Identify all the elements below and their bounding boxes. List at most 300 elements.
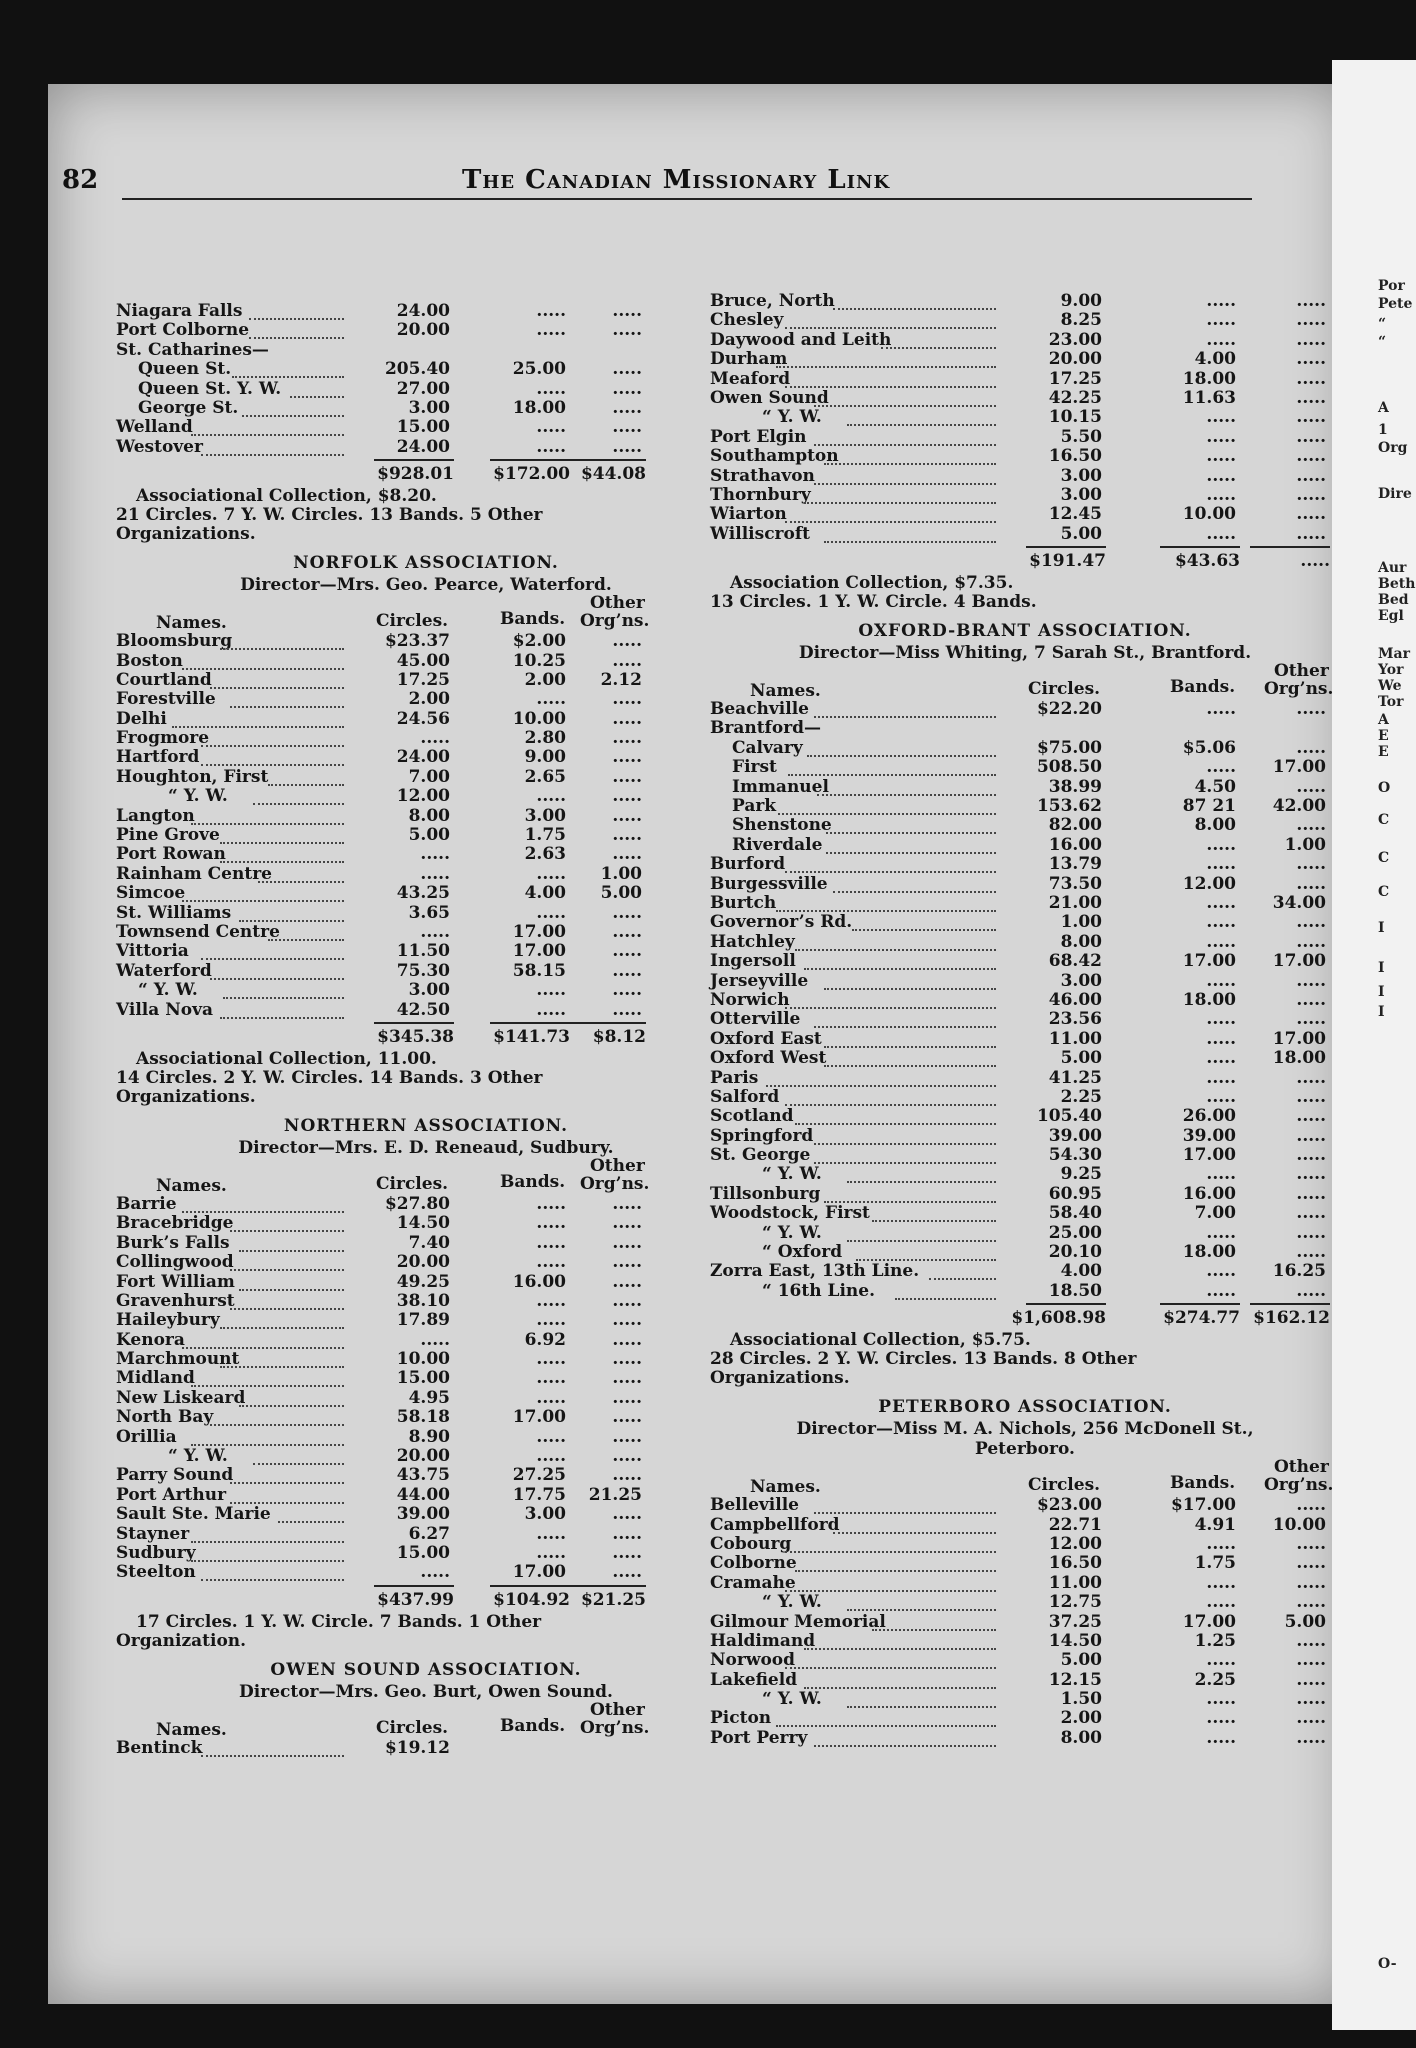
circles-value: 4.95	[408, 1387, 450, 1408]
row-name: “ Y. W.	[762, 407, 822, 428]
adjacent-page-fragment: I	[1378, 1004, 1385, 1020]
bands-value: 2.25	[1194, 1669, 1236, 1690]
bands-value: 18.00	[512, 397, 566, 418]
row-name: Marchmount	[116, 1349, 240, 1370]
table-row	[116, 1739, 736, 1758]
other-value: .....	[612, 397, 642, 418]
row-name: Westover	[116, 436, 203, 457]
rule-segment	[1026, 1303, 1106, 1305]
other-value: .....	[1296, 1495, 1326, 1516]
dot-leader	[220, 629, 344, 650]
bands-value: 17.75	[512, 1484, 566, 1505]
bands-value: 10.25	[512, 650, 566, 671]
adjacent-page-fragment: Pete	[1378, 296, 1413, 312]
row-name: Beachville	[710, 699, 809, 720]
dot-leader	[807, 736, 996, 757]
total-c: $1,608.98	[1011, 1308, 1106, 1329]
dot-leader	[239, 1270, 344, 1291]
row-name: Delhi	[116, 708, 167, 729]
dot-leader	[191, 1366, 344, 1387]
table-row	[116, 981, 736, 1000]
total-o: $8.12	[592, 1026, 646, 1047]
table-row	[710, 1185, 1340, 1204]
dot-leader	[785, 1571, 996, 1592]
adjacent-page-fragment: O	[1378, 780, 1391, 796]
circles-value: 7.00	[408, 766, 450, 787]
adjacent-page-fragment: Mar	[1378, 646, 1410, 662]
bands-value: .....	[1206, 1689, 1236, 1710]
circles-value: .....	[420, 1562, 450, 1583]
row-name: Burford	[710, 854, 786, 875]
other-value: .....	[612, 941, 642, 962]
bands-value: .....	[1206, 931, 1236, 952]
dot-leader	[278, 1502, 344, 1523]
dot-leader	[814, 1124, 996, 1145]
circles-value: 13.79	[1048, 854, 1102, 875]
table-row	[710, 370, 1340, 389]
circles-value: 43.25	[396, 883, 450, 904]
row-name: “ Y. W.	[762, 1164, 822, 1185]
circles-value: $75.00	[1036, 737, 1102, 758]
dot-leader	[833, 1513, 996, 1534]
circles-value: 9.25	[1060, 1164, 1102, 1185]
adjacent-page-fragment: C	[1378, 812, 1390, 828]
bands-value: 18.00	[1182, 1242, 1236, 1263]
row-name: Cobourg	[710, 1533, 792, 1554]
other-value: 42.00	[1272, 796, 1326, 817]
other-value: .....	[1296, 1183, 1326, 1204]
other-value: .....	[612, 1349, 642, 1370]
bands-value: 1.75	[524, 825, 566, 846]
table-row	[710, 952, 1340, 971]
row-name: Port Perry	[710, 1727, 808, 1748]
dot-leader	[814, 1726, 996, 1747]
row-name: Picton	[710, 1708, 772, 1729]
other-value: .....	[1296, 446, 1326, 467]
circles-value: 3.00	[408, 397, 450, 418]
circles-value: 11.00	[1048, 1028, 1102, 1049]
circles-value: 11.50	[396, 941, 450, 962]
bands-value: .....	[536, 689, 566, 710]
table-row	[710, 894, 1340, 913]
row-name: Frogmore	[116, 728, 210, 749]
circles-value: 5.00	[1060, 1048, 1102, 1069]
bands-value: .....	[1206, 1280, 1236, 1301]
circles-value: 15.00	[396, 417, 450, 438]
dot-leader	[220, 1347, 344, 1368]
row-name: Woodstock, First	[710, 1203, 870, 1224]
table-row	[710, 1709, 1340, 1728]
row-name: St. Catharines—	[116, 339, 269, 360]
other-value: .....	[612, 359, 642, 380]
bands-value: .....	[1206, 1727, 1236, 1748]
bands-value: .....	[536, 980, 566, 1001]
table-row	[116, 360, 736, 379]
bands-value: 4.91	[1194, 1514, 1236, 1535]
right-column	[710, 292, 1340, 1748]
bands-value: .....	[536, 1426, 566, 1447]
circles-value: 4.00	[1060, 1261, 1102, 1282]
other-value: .....	[1296, 1086, 1326, 1107]
dot-leader	[833, 872, 996, 893]
table-row	[116, 826, 736, 845]
circles-value: 42.50	[396, 999, 450, 1020]
bands-value: .....	[536, 1310, 566, 1331]
dot-leader	[191, 415, 344, 436]
section-title: NORTHERN ASSOCIATION.	[283, 1115, 569, 1136]
summary-note: Associational Collection, $5.75.	[730, 1330, 1031, 1351]
bands-value: 7.00	[1194, 1203, 1236, 1224]
table-row	[710, 1204, 1340, 1223]
circles-value: 153.62	[1036, 796, 1102, 817]
bands-value: 17.00	[1182, 1145, 1236, 1166]
circles-value: 12.15	[1048, 1669, 1102, 1690]
dot-leader	[824, 1046, 996, 1067]
bands-value: 6.92	[524, 1329, 566, 1350]
row-name: Houghton, First	[116, 766, 269, 787]
header-names: Names.	[156, 1175, 227, 1196]
bands-value: 16.00	[1182, 1183, 1236, 1204]
dot-leader	[230, 1289, 344, 1310]
row-name: Queen St. Y. W.	[138, 378, 282, 399]
circles-value: 21.00	[1048, 892, 1102, 913]
row-name: Stayner	[116, 1523, 190, 1544]
bands-value: .....	[536, 1232, 566, 1253]
other-value: .....	[612, 1290, 642, 1311]
circles-value: 42.25	[1048, 387, 1102, 408]
bands-value: .....	[536, 301, 566, 321]
other-value: .....	[612, 1232, 642, 1253]
row-name: Townsend Centre	[116, 921, 280, 942]
summary-note: 14 Circles. 2 Y. W. Circles. 14 Bands. 3 Other	[116, 1067, 543, 1088]
circles-value: 20.10	[1048, 1242, 1102, 1263]
dot-leader	[814, 697, 996, 718]
circles-value: 8.00	[408, 805, 450, 826]
dot-leader	[766, 1066, 996, 1087]
dot-leader	[210, 959, 344, 980]
table-row	[116, 1447, 736, 1466]
circles-value: 10.00	[396, 1349, 450, 1370]
other-value: .....	[1296, 931, 1326, 952]
rule-segment	[374, 1585, 454, 1587]
row-name: Port Arthur	[116, 1484, 227, 1505]
circles-value: 20.00	[396, 320, 450, 341]
header-circles: Circles.	[1028, 1475, 1101, 1496]
bands-value: .....	[1206, 484, 1236, 505]
circles-value: 16.00	[1048, 834, 1102, 855]
row-name: Langton	[116, 805, 195, 826]
dot-leader	[847, 1162, 996, 1183]
other-value: .....	[612, 902, 642, 923]
row-name: “ Y. W.	[168, 786, 228, 807]
circles-value: 41.25	[1048, 1067, 1102, 1088]
table-row	[116, 942, 736, 961]
bands-value: 2.65	[524, 766, 566, 787]
bands-value: .....	[1206, 523, 1236, 544]
other-value: .....	[1296, 1222, 1326, 1243]
section-title: PETERBORO ASSOCIATION.	[878, 1397, 1172, 1418]
dot-leader	[220, 1308, 344, 1329]
row-name: Otterville	[710, 1009, 801, 1030]
header-names: Names.	[156, 1719, 227, 1740]
table-row	[710, 447, 1340, 466]
dot-leader	[804, 949, 996, 970]
row-name: Meaford	[710, 368, 791, 389]
row-name: Midland	[116, 1368, 195, 1389]
table-row	[710, 1243, 1340, 1262]
rule-segment	[374, 1022, 454, 1024]
row-name: Steelton	[116, 1562, 196, 1583]
bands-value: .....	[536, 1349, 566, 1370]
other-value: 17.00	[1272, 951, 1326, 972]
row-name: Welland	[116, 417, 193, 438]
summary-note: Organizations.	[710, 1368, 850, 1389]
bands-value: .....	[1206, 834, 1236, 855]
dot-leader	[795, 1551, 996, 1572]
row-name: Queen St.	[138, 359, 232, 380]
row-name: Bloomsburg	[116, 631, 233, 652]
table-row	[710, 1593, 1340, 1612]
row-name: Bentinck	[116, 1737, 203, 1758]
table-row	[710, 428, 1340, 447]
circles-value: 1.00	[1060, 912, 1102, 933]
bands-value: .....	[1206, 1650, 1236, 1671]
row-name: Lakefield	[710, 1669, 798, 1690]
dot-leader	[220, 998, 344, 1019]
column-headers	[116, 593, 736, 634]
row-name: “ Y. W.	[762, 1689, 822, 1710]
adjacent-page-fragment: E	[1378, 744, 1389, 760]
circles-value: $22.20	[1036, 699, 1102, 720]
row-name: Campbellford	[710, 1514, 840, 1535]
circles-value: 22.71	[1048, 1514, 1102, 1535]
circles-value: 1.50	[1060, 1689, 1102, 1710]
row-name: Haileybury	[116, 1310, 220, 1331]
other-value: .....	[612, 805, 642, 826]
bands-value: .....	[536, 1542, 566, 1563]
dot-leader	[230, 1483, 344, 1504]
circles-value: 12.45	[1048, 504, 1102, 525]
other-value: .....	[612, 1407, 642, 1428]
other-value: .....	[1296, 854, 1326, 875]
header-orgns: Org’ns.	[1264, 679, 1334, 700]
table-row	[710, 1165, 1340, 1184]
row-name: Daywood and Leith	[710, 329, 892, 350]
dot-leader	[201, 435, 344, 456]
adjacent-page-fragment: I	[1378, 984, 1385, 1000]
dot-leader	[776, 1706, 996, 1727]
other-value: .....	[612, 1542, 642, 1563]
bands-value: 4.00	[1194, 349, 1236, 370]
header-other: Other	[1274, 1457, 1329, 1478]
row-name: Brantford—	[710, 718, 822, 739]
circles-value: 3.00	[1060, 465, 1102, 486]
total-b: $43.63	[1174, 551, 1240, 572]
dot-leader	[201, 1560, 344, 1581]
circles-value: 24.00	[396, 747, 450, 768]
adjacent-page-fragment: A	[1378, 712, 1389, 728]
other-value: .....	[612, 1310, 642, 1331]
other-value: .....	[612, 980, 642, 1001]
circles-value: 82.00	[1048, 815, 1102, 836]
bands-value: $2.00	[512, 631, 566, 652]
dot-leader	[785, 852, 996, 873]
dot-leader	[182, 649, 344, 670]
total-o: $21.25	[580, 1589, 646, 1610]
table-row	[116, 1466, 736, 1485]
dot-leader	[201, 745, 344, 766]
circles-value: 17.25	[396, 669, 450, 690]
row-name: Tillsonburg	[710, 1183, 821, 1204]
bands-value: .....	[1206, 1009, 1236, 1030]
dot-leader	[785, 988, 996, 1009]
other-value: .....	[1296, 426, 1326, 447]
summary-note: Associational Collection, 11.00.	[136, 1048, 437, 1069]
circles-value: 16.50	[1048, 1553, 1102, 1574]
table-row	[710, 1729, 1340, 1748]
section-director-line2: Peterboro.	[975, 1439, 1075, 1460]
dot-leader	[785, 367, 996, 388]
bands-value: $5.06	[1182, 737, 1236, 758]
row-name: Scotland	[710, 1106, 794, 1127]
other-value: .....	[612, 1465, 642, 1486]
table-row	[710, 758, 1340, 777]
other-value: .....	[1296, 484, 1326, 505]
row-name: Cramahe	[710, 1572, 796, 1593]
row-name: Niagara Falls	[116, 301, 243, 321]
other-value: .....	[1296, 407, 1326, 428]
bands-value: 8.00	[1194, 815, 1236, 836]
circles-value: 8.90	[408, 1426, 450, 1447]
table-row	[116, 807, 736, 826]
bands-value: 18.00	[1182, 989, 1236, 1010]
dot-leader	[776, 891, 996, 912]
row-name: Pine Grove	[116, 825, 220, 846]
other-value: .....	[612, 1193, 642, 1214]
bands-value: .....	[1206, 1592, 1236, 1613]
bands-value: .....	[536, 1290, 566, 1311]
other-value: 5.00	[1284, 1611, 1326, 1632]
row-name: Park	[732, 796, 777, 817]
circles-value: 43.75	[396, 1465, 450, 1486]
table-row	[710, 816, 1340, 835]
header-other: Other	[590, 1699, 645, 1720]
table-row	[710, 1030, 1340, 1049]
dot-leader	[785, 1532, 996, 1553]
row-name: “ Y. W.	[762, 1222, 822, 1243]
rule-segment	[1160, 1303, 1240, 1305]
dot-leader	[253, 1444, 344, 1465]
row-name: “ Y. W.	[138, 980, 198, 1001]
dot-leader	[847, 1221, 996, 1242]
row-name: North Bay	[116, 1407, 214, 1428]
bands-value: .....	[536, 320, 566, 341]
table-row	[116, 768, 736, 787]
total-c: $928.01	[377, 464, 454, 485]
dot-leader	[788, 755, 996, 776]
other-value: .....	[612, 1426, 642, 1447]
row-name: Gilmour Memorial	[710, 1611, 886, 1632]
dot-leader	[824, 522, 996, 543]
other-value: .....	[1296, 1145, 1326, 1166]
bands-value: 12.00	[1182, 873, 1236, 894]
row-name: Sault Ste. Marie	[116, 1504, 271, 1525]
other-value: .....	[612, 320, 642, 341]
circles-value: 20.00	[1048, 349, 1102, 370]
dot-leader	[785, 1648, 996, 1669]
row-name: Governor’s Rd.	[710, 912, 853, 933]
other-value: .....	[1296, 310, 1326, 331]
table-row	[116, 1253, 736, 1272]
row-name: Burgessville	[710, 873, 828, 894]
dot-leader	[814, 464, 996, 485]
bands-value: 17.00	[512, 921, 566, 942]
row-name: Bruce, North	[710, 291, 835, 311]
adjacent-page-fragment: A	[1378, 400, 1389, 416]
circles-value: 8.00	[1060, 931, 1102, 952]
circles-value: 3.00	[1060, 484, 1102, 505]
left-column	[116, 302, 736, 1758]
table-row	[116, 652, 736, 671]
dot-leader	[223, 978, 344, 999]
other-value: .....	[612, 999, 642, 1020]
bands-value: 27.25	[512, 1465, 566, 1486]
dot-leader	[249, 318, 344, 339]
dot-leader	[230, 1250, 344, 1271]
summary-note: Organization.	[116, 1630, 247, 1651]
dot-leader	[814, 386, 996, 407]
dot-leader	[268, 920, 344, 941]
summary-note: 13 Circles. 1 Y. W. Circle. 4 Bands.	[710, 592, 1037, 613]
header-bands: Bands.	[500, 1171, 566, 1192]
other-value: .....	[1296, 873, 1326, 894]
adjacent-page-fragment: “	[1378, 316, 1387, 332]
dot-leader	[847, 1590, 996, 1611]
circles-value: 3.00	[1060, 970, 1102, 991]
header-rule	[122, 198, 1252, 200]
circles-value: 508.50	[1036, 757, 1102, 778]
row-name: Vittoria	[116, 941, 189, 962]
other-value: 5.00	[600, 883, 642, 904]
total-b: $104.92	[493, 1589, 570, 1610]
circles-value: 11.00	[1048, 1572, 1102, 1593]
dot-leader	[826, 833, 996, 854]
other-value: .....	[612, 728, 642, 749]
other-value: 34.00	[1272, 892, 1326, 913]
circles-value: 45.00	[396, 650, 450, 671]
header-names: Names.	[750, 1477, 821, 1498]
circles-value: 38.10	[396, 1290, 450, 1311]
other-value: .....	[1296, 504, 1326, 525]
dot-leader	[856, 1240, 996, 1261]
table-row	[116, 962, 736, 981]
row-name: Kenora	[116, 1329, 185, 1350]
bands-value: 11.63	[1182, 387, 1236, 408]
column-headers	[116, 1699, 736, 1740]
circles-value: 20.00	[396, 1446, 450, 1467]
bands-value: 18.00	[1182, 368, 1236, 389]
table-row	[710, 797, 1340, 816]
bands-value: .....	[1206, 1028, 1236, 1049]
header-circles: Circles.	[376, 611, 449, 632]
header-circles: Circles.	[376, 1173, 449, 1194]
other-value: .....	[612, 1252, 642, 1273]
other-value: .....	[1296, 1572, 1326, 1593]
other-value: .....	[612, 301, 642, 321]
bands-value: .....	[536, 863, 566, 884]
table-row	[116, 1369, 736, 1388]
other-value: .....	[1296, 1708, 1326, 1729]
